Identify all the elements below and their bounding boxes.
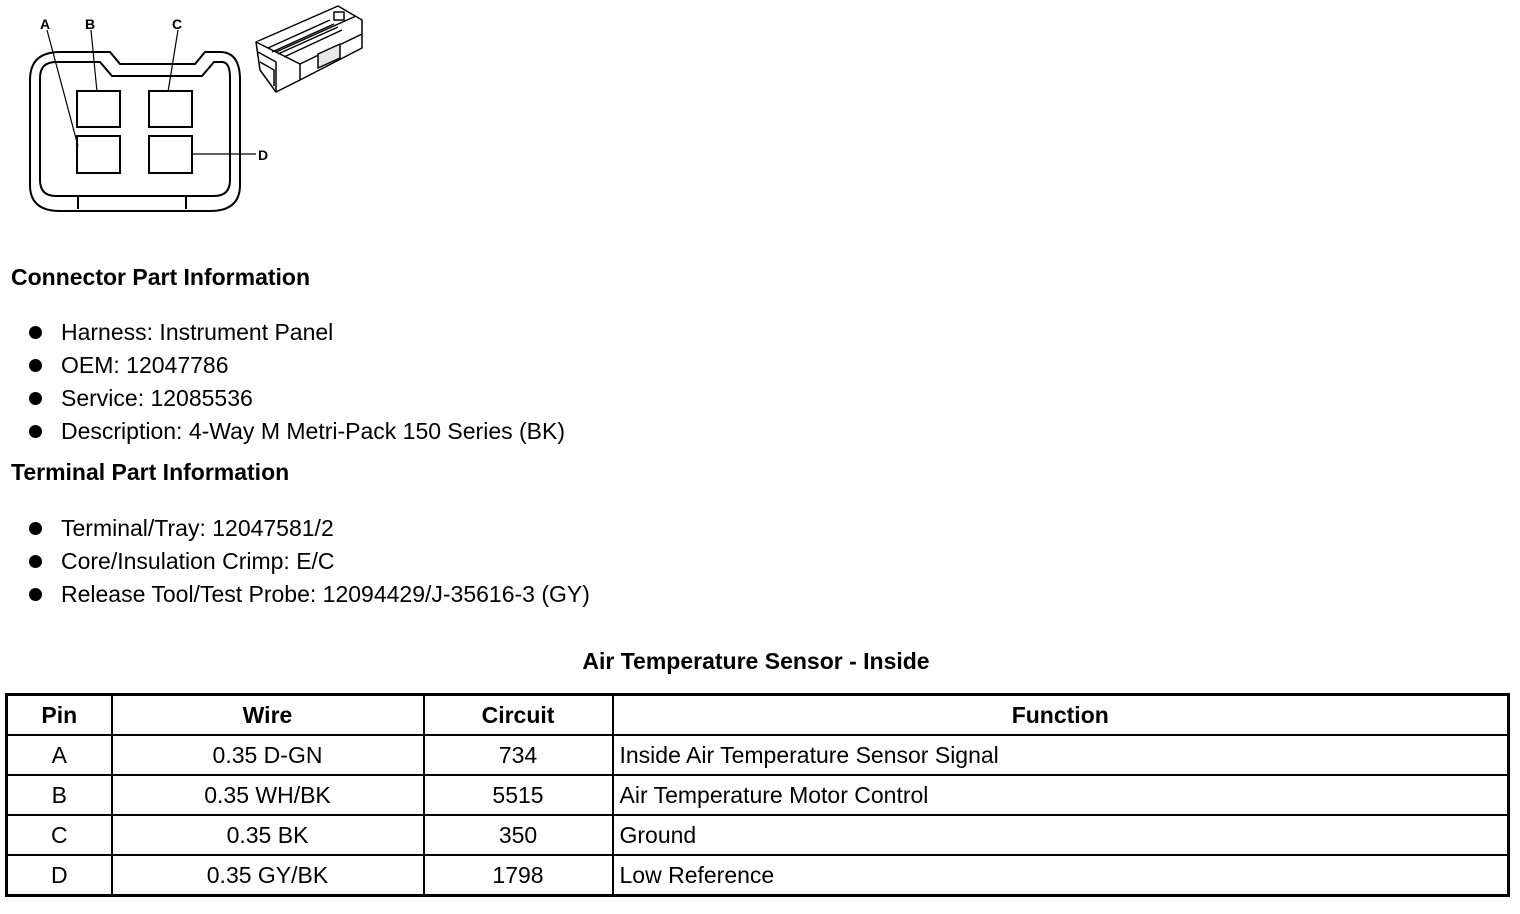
connector-thumbnail [256,6,362,92]
wire-cell: 0.35 GY/BK [112,855,424,896]
table-row [7,855,1509,896]
oem-text: OEM: 12047786 [61,352,229,378]
table-header-row [7,695,1509,736]
pin-cell: A [7,735,112,775]
function-cell: Inside Air Temperature Sensor Signal [613,735,1509,775]
pin-cavity-c [149,91,192,127]
pin-cell: D [7,855,112,896]
connector-inner-cavity [40,62,230,196]
wire-cell: 0.35 BK [112,815,424,855]
bullet-icon [29,555,42,568]
bullet-icon [29,588,42,601]
table-row [7,775,1509,815]
header-function: Function [613,695,1509,736]
pin-cell: B [7,775,112,815]
circuit-cell: 734 [424,735,613,775]
connector-diagram [0,0,380,225]
pin-cell: C [7,815,112,855]
leader-line-c [168,30,178,92]
pin-label-b: B [85,16,96,32]
bullet-icon [29,326,42,339]
service-text: Service: 12085536 [61,385,253,411]
leader-line-a [47,30,78,146]
header-pin: Pin [7,695,112,736]
bullet-icon [29,359,42,372]
pin-label-d: D [258,147,269,163]
terminal-part-info-heading: Terminal Part Information [11,459,290,485]
function-cell: Ground [613,815,1509,855]
circuit-cell: 5515 [424,775,613,815]
pin-label-a: A [40,16,51,32]
table-row [7,735,1509,775]
pin-cavity-d [149,136,192,173]
wire-cell: 0.35 D-GN [112,735,424,775]
pin-table [5,693,1510,897]
pin-label-c: C [172,16,183,32]
circuit-cell: 350 [424,815,613,855]
bullet-icon [29,392,42,405]
header-circuit: Circuit [424,695,613,736]
connector-part-info-heading: Connector Part Information [11,264,311,290]
pin-cavity-b [77,91,120,127]
header-wire: Wire [112,695,424,736]
bullet-icon [29,425,42,438]
table-title: Air Temperature Sensor - Inside [582,648,930,674]
function-cell: Air Temperature Motor Control [613,775,1509,815]
harness-text: Harness: Instrument Panel [61,319,334,345]
description-text: Description: 4-Way M Metri-Pack 150 Series (BK) [61,418,566,444]
function-cell: Low Reference [613,855,1509,896]
bullet-icon [29,522,42,535]
pin-cavity-a [77,136,120,173]
connector-latch [78,196,186,209]
wire-cell: 0.35 WH/BK [112,775,424,815]
circuit-cell: 1798 [424,855,613,896]
table-row [7,815,1509,855]
terminal-tray-text: Terminal/Tray: 12047581/2 [61,515,334,541]
release-tool-text: Release Tool/Test Probe: 12094429/J-35616-3 (GY) [61,581,590,607]
crimp-text: Core/Insulation Crimp: E/C [61,548,335,574]
